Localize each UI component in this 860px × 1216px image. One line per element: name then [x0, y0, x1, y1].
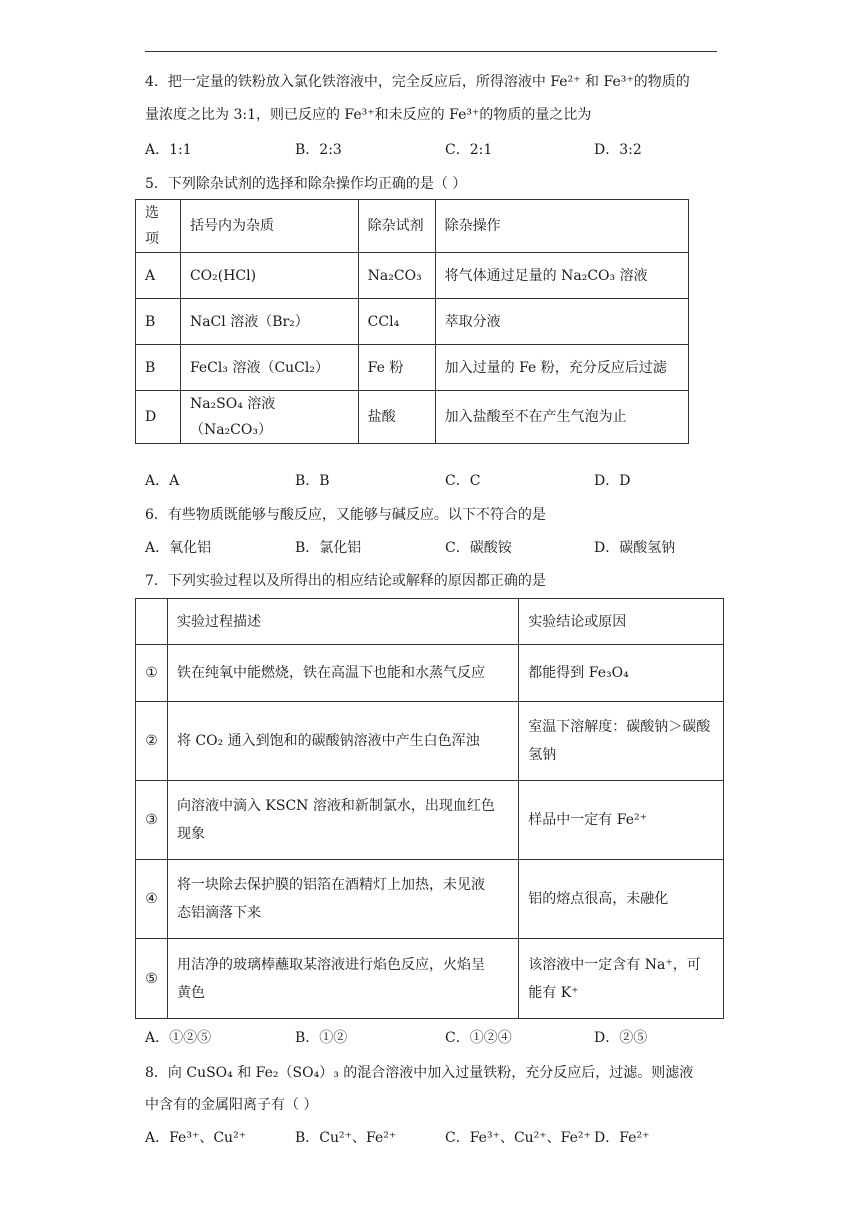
q7-header-cell: 实验结论或原因: [519, 599, 724, 645]
q7-desc-cell: [167, 645, 518, 702]
q5-cell: B: [136, 345, 181, 391]
q5-cell: Na₂CO₃: [358, 253, 435, 299]
q7-option-c: C．①②④: [445, 1030, 512, 1046]
q7-result-line: 该溶液中一定含有 Na⁺，可: [528, 956, 701, 973]
q5-cell: B: [136, 299, 181, 345]
q5-option-b: B．B: [295, 473, 330, 489]
q7-result-cell: [519, 645, 724, 702]
q7-desc-line: 铁在纯氧中能燃烧，铁在高温下也能和水蒸气反应: [176, 665, 485, 681]
q6-option-b: B．氯化铝: [295, 540, 362, 556]
q6-stem: 6．有些物质既能够与酸反应，又能够与碱反应。以下不符合的是: [145, 507, 546, 523]
q7-row-number: ④: [136, 860, 168, 939]
q7-desc-cell: [167, 781, 518, 860]
table-row: [136, 345, 689, 391]
q5-cell: 将气体通过足量的 Na₂CO₃ 溶液: [435, 253, 688, 299]
q5-stem: 5．下列除杂试剂的选择和除杂操作均正确的是（ ）: [145, 176, 467, 192]
q6-option-c: C．碳酸铵: [445, 540, 512, 556]
q7-desc-cell: [167, 939, 518, 1019]
q7-header-cell: [136, 599, 168, 645]
q7-desc-line: 现象: [176, 826, 205, 842]
table-row: [136, 253, 689, 299]
q7-desc-line: 将一块除去保护膜的铝箔在酒精灯上加热，未见液: [176, 877, 485, 893]
q7-desc-line: 向溶液中滴入 KSCN 溶液和新制氯水，出现血红色: [176, 798, 495, 814]
table-row: [136, 391, 689, 444]
q8-option-d: D．Fe²⁺: [594, 1130, 650, 1146]
q4-line1: 4．把一定量的铁粉放入氯化铁溶液中，完全反应后，所得溶液中 Fe²⁺ 和 Fe³⁺的物质的: [145, 74, 690, 90]
q7-result-line: 铝的熔点很高，未融化: [528, 891, 669, 907]
q5-cell: 加入过量的 Fe 粉，充分反应后过滤: [435, 345, 688, 391]
q7-stem: 7．下列实验过程以及所得出的相应结论或解释的原因都正确的是: [145, 573, 546, 589]
q7-option-b: B．①②: [295, 1030, 348, 1046]
q7-header-row: [136, 599, 724, 645]
q5-cell: CO₂(HCl): [180, 253, 358, 299]
q8-line1: 8．向 CuSO₄ 和 Fe₂（SO₄）₃ 的混合溶液中加入过量铁粉，充分反应后，过滤。则滤液: [145, 1065, 694, 1081]
q6-option-d: D．碳酸氢钠: [594, 540, 676, 556]
table-row: [136, 860, 724, 939]
q7-result-line: 氢钠: [528, 747, 557, 763]
q5-header-cell: 除杂操作: [435, 200, 688, 253]
q5-header-cell: 括号内为杂质: [180, 200, 358, 253]
table-row: [136, 781, 724, 860]
table-row: [136, 299, 689, 345]
header-rule: [145, 51, 717, 52]
q4-option-b: B．2:3: [295, 142, 342, 158]
q7-result-cell: [519, 702, 724, 781]
q7-desc-cell: [167, 702, 518, 781]
q8-option-c: C．Fe³⁺、Cu²⁺、Fe²⁺: [445, 1130, 591, 1146]
q5-header-cell: 选项: [136, 200, 181, 253]
q7-result-line: 都能得到 Fe₃O₄: [528, 665, 629, 681]
table-row: [136, 702, 724, 781]
q4-option-c: C．2:1: [445, 142, 493, 158]
q7-desc-line: 将 CO₂ 通入到饱和的碳酸钠溶液中产生白色浑浊: [176, 733, 480, 749]
q7-row-number: ⑤: [136, 939, 168, 1019]
q4-option-d: D．3:2: [594, 142, 642, 158]
q5-table: [135, 199, 689, 444]
q5-option-d: D．D: [594, 473, 631, 489]
q7-table: [135, 598, 724, 1019]
q8-line2: 中含有的金属阳离子有（ ）: [145, 1097, 318, 1113]
q5-cell: A: [136, 253, 181, 299]
q5-cell: Na₂SO₄ 溶液（Na₂CO₃）: [180, 391, 358, 444]
q5-cell: NaCl 溶液（Br₂）: [180, 299, 358, 345]
q4-line2: 量浓度之比为 3:1，则已反应的 Fe³⁺和未反应的 Fe³⁺的物质的量之比为: [145, 107, 592, 123]
q7-desc-line: 黄色: [176, 984, 205, 1001]
q7-desc-cell: [167, 860, 518, 939]
q6-option-a: A．氧化铝: [145, 540, 212, 556]
q5-cell: 萃取分液: [435, 299, 688, 345]
q7-result-line: 能有 K⁺: [528, 984, 579, 1001]
q7-row-number: ③: [136, 781, 168, 860]
table-row: [136, 939, 724, 1019]
q7-desc-line: 用洁净的玻璃棒蘸取某溶液进行焰色反应，火焰呈: [176, 956, 485, 973]
q7-result-cell: [519, 781, 724, 860]
q7-option-a: A．①②⑤: [145, 1030, 212, 1046]
q5-cell: 加入盐酸至不在产生气泡为止: [435, 391, 688, 444]
q5-header-cell: 除杂试剂: [358, 200, 435, 253]
q7-desc-line: 态铝滴落下来: [176, 905, 261, 921]
q8-option-a: A．Fe³⁺、Cu²⁺: [145, 1130, 247, 1146]
table-row: [136, 645, 724, 702]
q7-row-number: ①: [136, 645, 168, 702]
q5-cell: Fe 粉: [358, 345, 435, 391]
q7-result-cell: [519, 860, 724, 939]
q4-option-a: A．1:1: [145, 142, 192, 158]
q7-result-line: 样品中一定有 Fe²⁺: [528, 812, 647, 828]
q5-cell: FeCl₃ 溶液（CuCl₂）: [180, 345, 358, 391]
q7-option-d: D．②⑤: [594, 1030, 648, 1046]
q7-result-line: 室温下溶解度：碳酸钠＞碳酸: [528, 719, 711, 735]
q8-option-b: B．Cu²⁺、Fe²⁺: [295, 1130, 397, 1146]
q7-result-cell: [519, 939, 724, 1019]
q5-cell: CCl₄: [358, 299, 435, 345]
q5-option-c: C．C: [445, 473, 481, 489]
q5-cell: D: [136, 391, 181, 444]
q7-row-number: ②: [136, 702, 168, 781]
q5-header-row: [136, 200, 689, 253]
q7-header-cell: 实验过程描述: [167, 599, 518, 645]
q5-cell: 盐酸: [358, 391, 435, 444]
q5-option-a: A．A: [145, 473, 180, 489]
